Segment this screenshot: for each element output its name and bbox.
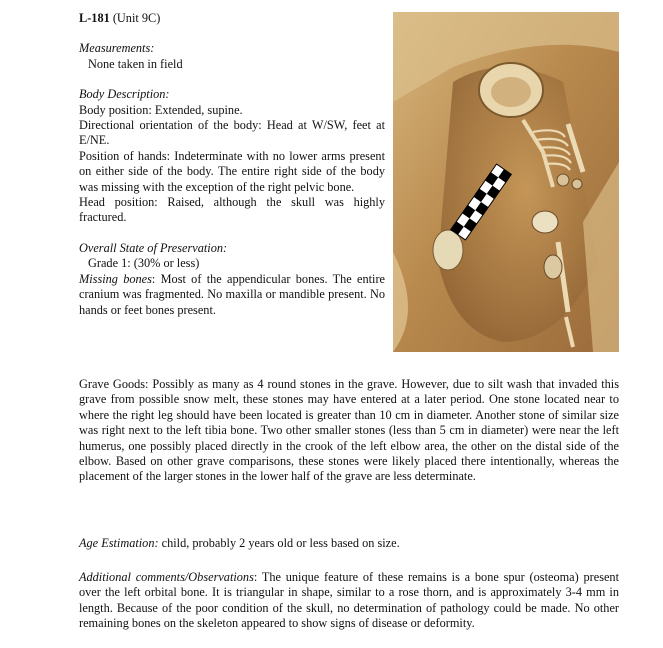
age-estimation xyxy=(79,536,619,551)
excavation-photo xyxy=(393,12,619,352)
skull-fragments xyxy=(491,77,531,107)
age-estimation-text: child, probably 2 years old or less based on size. xyxy=(158,536,400,550)
measurements-value: None taken in field xyxy=(88,56,183,71)
additional-comments xyxy=(79,570,619,632)
large-stone-1 xyxy=(433,230,463,270)
grave-goods: Grave Goods: Possibly as many as 4 round stones in the grave. However, due to silt wash that invaded this grave from possible snow melt, these stones may have entered at a later period. One stone located near to where the right leg should have been located is greater than 10 cm in diameter. Another stone of similar size was right next to the left tibia bone. Two other smaller stones (less than 5 cm in diameter) were near the left humerus, one possibly placed directly in the crook of the left elbow area, the other on the distal side of the elbow. Based on other grave comparisons, these stones were likely placed there intentionally, whereas the placement of the larger stones in the lower half of the grave are less determinate. xyxy=(79,377,619,484)
large-stone-2 xyxy=(544,255,562,279)
small-stone-2 xyxy=(572,179,582,189)
preservation-label: Overall State of Preservation: xyxy=(79,240,228,255)
additional-comments-text: : The unique feature of these remains is a bone spur (osteoma) present over the left orbital bone. It is triangular in shape, similar to a rose thorn, and is approximately 3-4 mm in length. Because of the poor condition of the skull, no determination of pathology could be made. No other remaining bones on the skeleton appeared to show signs of disease or deformity. xyxy=(79,570,619,631)
additional-comments-label: Additional comments/Observations xyxy=(79,570,254,584)
burial-photo-drawing xyxy=(393,12,619,352)
missing-bones-label: Missing bones xyxy=(79,271,152,286)
preservation-grade: Grade 1: (30% or less) xyxy=(88,256,200,271)
record-heading xyxy=(79,11,385,26)
record-unit: (Unit 9C) xyxy=(112,11,161,25)
body-description-label: Body Description: xyxy=(79,87,170,102)
missing-bones-text: : Most of the appendicular bones. The entire cranium was fragmented. No maxilla or mandible present. No hands or feet bones present. xyxy=(79,271,385,317)
small-stone-1 xyxy=(557,174,569,186)
hands-position: Position of hands: Indeterminate with no lower arms present on either side of the body. The entire right side of the body was missing with the exception of the right pelvic bone. xyxy=(79,148,385,194)
body-orientation: Directional orientation of the body: Head at W/SW, feet at E/NE. xyxy=(79,118,385,148)
head-position: Head position: Raised, although the skull was highly fractured. xyxy=(79,195,385,225)
body-position: Body position: Extended, supine. xyxy=(79,102,243,117)
measurements-label: Measurements: xyxy=(79,41,155,56)
record-id: L-181 xyxy=(79,11,110,25)
age-estimation-label: Age Estimation: xyxy=(79,536,159,550)
missing-bones xyxy=(79,272,385,318)
left-column xyxy=(79,11,385,318)
pelvic-bone xyxy=(532,211,558,233)
